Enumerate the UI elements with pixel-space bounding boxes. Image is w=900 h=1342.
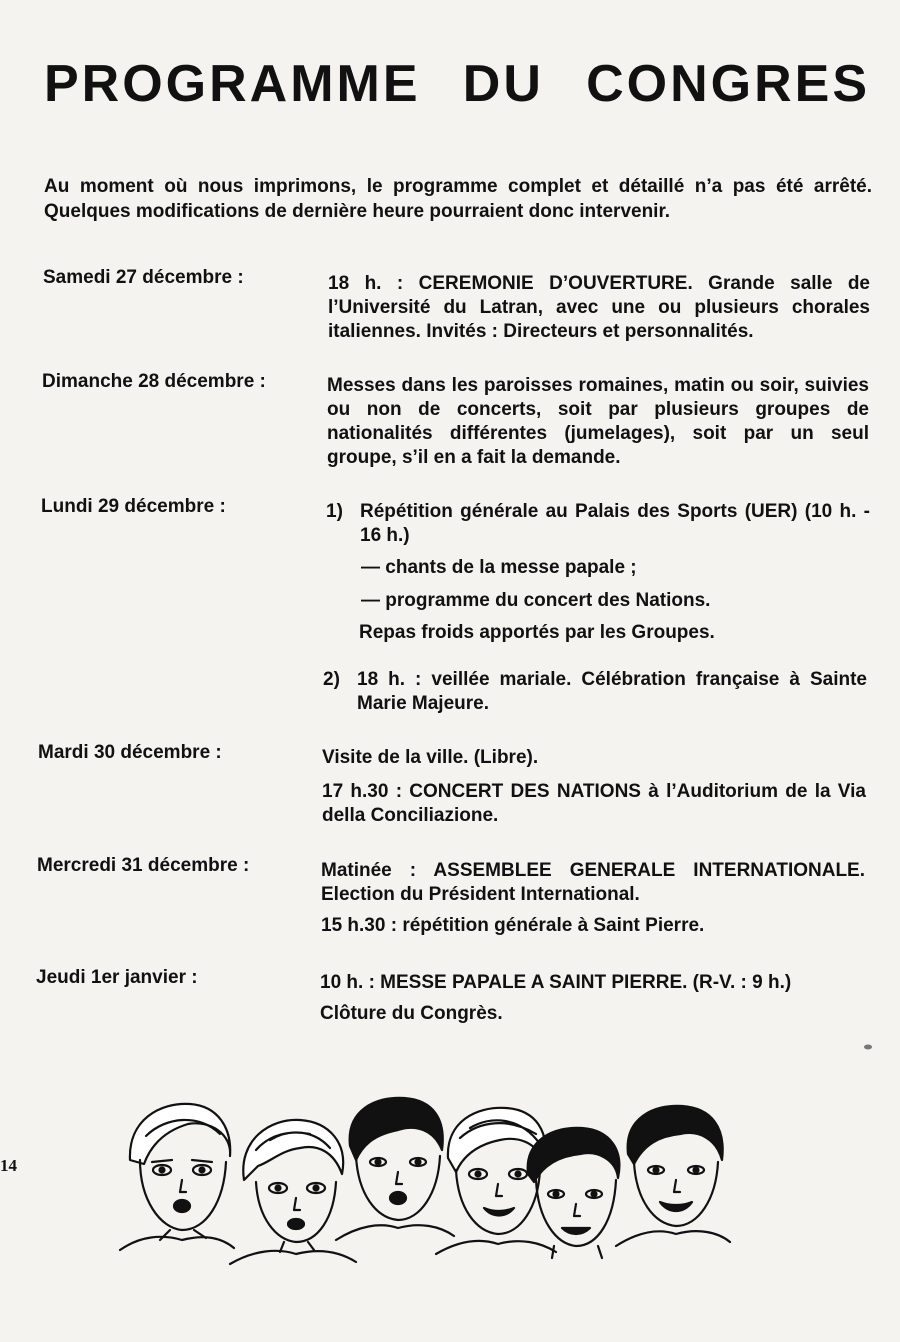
monday-bullet-1: — chants de la messe papale ; [361, 557, 637, 578]
thursday-line-1: 10 h. : MESSE PAPALE A SAINT PIERRE. (R-V. : 9 h.) [320, 972, 792, 993]
monday-meal-note: Repas froids apportés par les Groupes. [359, 622, 715, 643]
item-number: 2) [323, 669, 340, 690]
child-face-3 [336, 1098, 454, 1240]
event-sunday: Messes dans les paroisses romaines, matin ou soir, suivies ou non de concerts, soit par plusieurs groupes de nationalités différentes (jumelages), soit par un seul groupe, s’il en a fait la demande. [327, 375, 869, 468]
child-face-2 [230, 1120, 356, 1264]
monday-bullet-2: — programme du concert des Nations. [361, 590, 711, 611]
wednesday-line-2: 15 h.30 : répétition générale à Saint Pierre. [321, 915, 705, 936]
monday-item-2 [323, 668, 867, 718]
ink-speck [862, 1042, 876, 1052]
child-face-4 [436, 1108, 556, 1254]
item-number: 1) [326, 501, 343, 522]
page-number: 14 [0, 1156, 17, 1175]
singing-children-faces-illustration [110, 1090, 740, 1270]
day-label-wednesday: Mercredi 31 décembre : [37, 855, 250, 876]
child-face-6 [616, 1106, 730, 1246]
intro-paragraph: Au moment où nous imprimons, le programme complet et détaillé n’a pas été arrêté. Quelques modifications de dernière heure pourraient donc intervenir. [44, 176, 872, 222]
day-label-monday: Lundi 29 décembre : [41, 496, 226, 517]
day-label-thursday: Jeudi 1er janvier : [36, 967, 198, 988]
title-word-2: DU [462, 55, 544, 113]
item-text: 18 h. : veillée mariale. Célébration française à Sainte Marie Majeure. [357, 669, 867, 714]
page-title [44, 52, 870, 116]
wednesday-line-1: Matinée : ASSEMBLEE GENERALE INTERNATIONALE. Election du Président International. [321, 860, 865, 905]
event-saturday: 18 h. : CEREMONIE D’OUVERTURE. Grande salle de l’Université du Latran, avec une ou plusieurs chorales italiennes. Invités : Directeurs et personnalités. [328, 273, 870, 342]
title-word-3: CONGRES [586, 55, 870, 113]
tuesday-line-2: 17 h.30 : CONCERT DES NATIONS à l’Auditorium de la Via della Conciliazione. [322, 781, 866, 826]
item-text: Répétition générale au Palais des Sports (UER) (10 h. - 16 h.) [360, 501, 870, 546]
title-word-1: PROGRAMME [44, 55, 421, 113]
day-label-sunday: Dimanche 28 décembre : [42, 371, 266, 392]
day-label-saturday: Samedi 27 décembre : [43, 267, 244, 288]
tuesday-line-1: Visite de la ville. (Libre). [322, 747, 539, 768]
day-label-tuesday: Mardi 30 décembre : [38, 742, 222, 763]
child-face-5 [528, 1128, 620, 1258]
child-face-1 [120, 1104, 234, 1250]
thursday-line-2: Clôture du Congrès. [320, 1003, 503, 1024]
monday-item-1 [326, 500, 870, 550]
